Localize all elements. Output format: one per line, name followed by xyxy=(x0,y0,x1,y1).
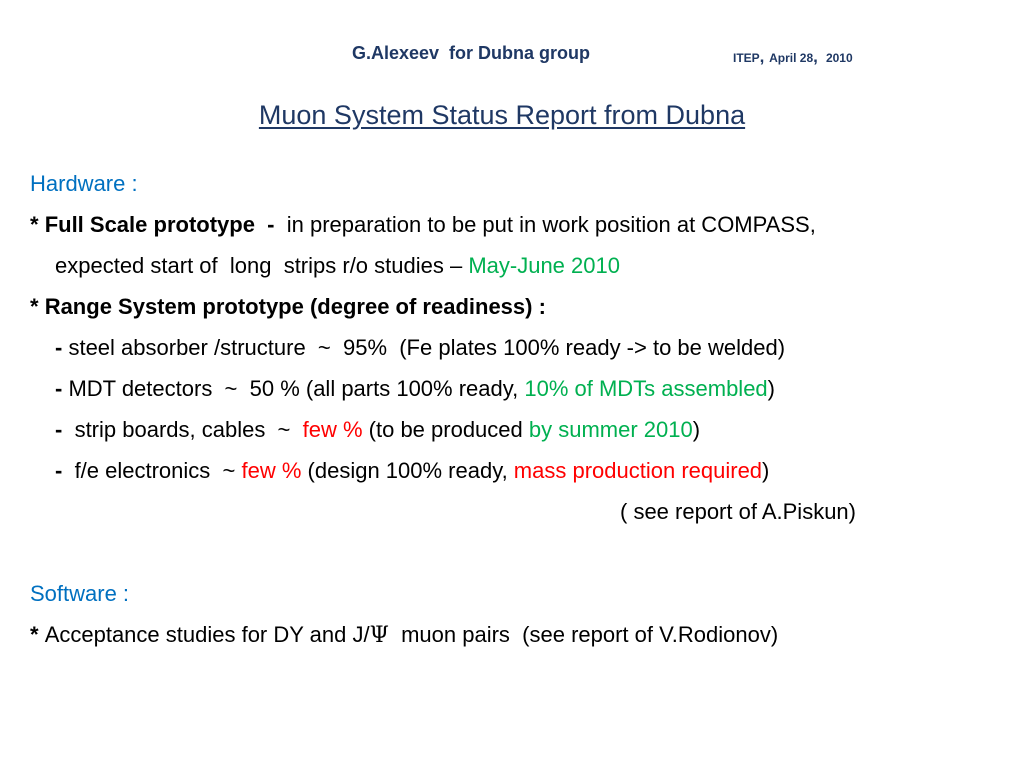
list-item xyxy=(55,416,700,444)
bullet: * xyxy=(30,212,45,237)
hardware-heading: Hardware : xyxy=(30,171,138,196)
item-close: ) xyxy=(692,417,701,442)
dash: - xyxy=(55,458,75,483)
bullet: * xyxy=(30,622,45,647)
date: April 28 xyxy=(769,51,814,65)
software-text-2: muon pairs (see report of V.Rodionov) xyxy=(388,622,779,647)
item-text: f/e electronics ~ xyxy=(74,458,242,483)
range-system-label: Range System prototype (degree of readiness) : xyxy=(44,294,546,319)
item-status: few % xyxy=(302,417,363,442)
item-status: 10% of MDTs assembled xyxy=(524,376,768,401)
item-close: ) xyxy=(767,376,775,401)
full-scale-label: Full Scale prototype - xyxy=(44,212,281,237)
item-text: strip boards, cables ~ xyxy=(74,417,303,442)
full-scale-line-2 xyxy=(55,252,620,280)
dash: - xyxy=(55,335,69,360)
date-line: ITEP, April 28, 2010 xyxy=(733,47,853,66)
item-text: steel absorber /structure ~ 95% (Fe plates 100% ready -> to be welded) xyxy=(68,335,786,360)
software-line xyxy=(30,621,778,649)
item-status-2: by summer 2010 xyxy=(528,417,693,442)
software-heading: Software : xyxy=(30,581,130,606)
item-status-2: mass production required xyxy=(513,458,763,483)
list-item xyxy=(55,457,769,485)
report-note: ( see report of A.Piskun) xyxy=(620,499,856,524)
item-text: MDT detectors ~ 50 % (all parts 100% ready, xyxy=(68,376,525,401)
bullet: * xyxy=(30,294,45,319)
institute: ITEP xyxy=(733,51,760,65)
year: 2010 xyxy=(825,51,853,65)
item-text-2: (to be produced xyxy=(362,417,529,442)
item-close: ) xyxy=(762,458,770,483)
dash: - xyxy=(55,376,69,401)
item-text-2: (design 100% ready, xyxy=(301,458,514,483)
full-scale-date: May-June 2010 xyxy=(468,253,620,278)
full-scale-line xyxy=(30,211,816,239)
psi-symbol: Ψ xyxy=(369,623,389,648)
full-scale-line2-text: expected start of long strips r/o studies – xyxy=(55,253,469,278)
dash: - xyxy=(55,417,75,442)
full-scale-text: in preparation to be put in work position at COMPASS, xyxy=(280,212,816,237)
software-text: Acceptance studies for DY and J/ xyxy=(44,622,370,647)
item-status: few % xyxy=(241,458,302,483)
slide-title: Muon System Status Report from Dubna xyxy=(258,100,746,130)
author-line: G.Alexeev for Dubna group xyxy=(352,43,591,63)
range-system-line xyxy=(30,293,546,321)
slide-header xyxy=(0,42,1024,66)
list-item xyxy=(55,334,785,362)
list-item xyxy=(55,375,775,403)
